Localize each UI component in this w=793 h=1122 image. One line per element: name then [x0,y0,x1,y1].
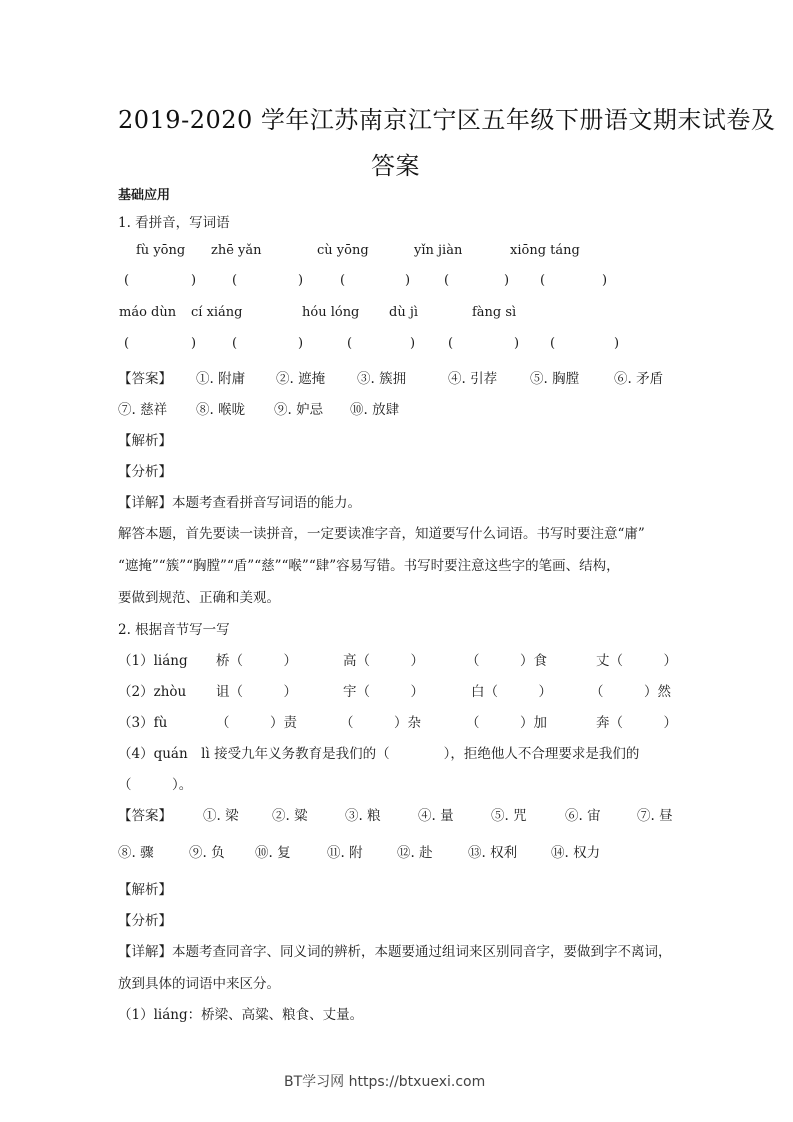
pinyin-item: zhē yǎn [211,243,262,258]
blank-open: ( [124,336,130,351]
blank-open: ( [550,336,556,351]
question-2-prompt: 2. 根据音节写一写 [118,622,230,638]
pinyin-item: xiōng táng [510,243,580,258]
pinyin-item: fàng sì [472,305,517,320]
blank-close: ) [504,273,510,288]
q2-row4-line2: （ ）。 [118,777,193,793]
blank-open: ( [340,273,346,288]
question-1-prompt: 1. 看拼音，写词语 [118,215,230,231]
answer-item: ⑭. 权力 [551,845,601,861]
q2-row4-line1: （4）quán lì 接受九年义务教育是我们的（ ），拒绝他人不合理要求是我们的 [118,746,640,762]
pinyin-item: cù yōng [317,243,369,258]
q2-item: 丈（ ） [596,653,677,669]
pinyin-item: máo dùn [119,305,177,320]
answer-label: 【答案】 [118,808,172,824]
q2-item: （ ）杂 [340,715,421,731]
answer-item: ⑨. 负 [189,845,225,861]
blank-close: ) [298,273,304,288]
fenxi-label: 【分析】 [118,913,172,929]
blank-open: ( [444,273,450,288]
document-title-line1: 2019-2020 学年江苏南京江宁区五年级下册语文期末试卷及 [118,106,776,134]
answer-item: ②. 遮掩 [276,371,326,387]
pinyin-item: fù yōng [136,243,186,258]
q2-item: 高（ ） [343,653,424,669]
q2-item: 桥（ ） [216,653,297,669]
q2-item: 白（ ） [471,684,552,700]
analysis-label: 【解析】 [118,882,172,898]
pinyin-item: cí xiáng [191,305,243,320]
answer-item: ⑩. 复 [255,845,291,861]
blank-close: ) [298,336,304,351]
blank-open: ( [124,273,130,288]
blank-close: ) [614,336,620,351]
blank-open: ( [448,336,454,351]
blank-close: ) [405,273,411,288]
q2-item: （ ）然 [590,684,671,700]
explain-line: 解答本题，首先要读一读拼音，一定要读准字音，知道要写什么词语。书写时要注意“庸” [118,526,645,542]
q2-item: 奔（ ） [596,715,677,731]
q2-item: （ ）食 [466,653,547,669]
footer-watermark: BT学习网 https://btxuexi.com [284,1074,486,1090]
answer-item: ①. 梁 [203,808,239,824]
q2-item: （ ）加 [466,715,547,731]
pinyin-item: hóu lóng [302,305,360,320]
q2-item: 诅（ ） [216,684,297,700]
answer-item: ⑤. 咒 [491,808,527,824]
fenxi-label: 【分析】 [118,464,172,480]
explain-line: “遮掩”“簇”“胸膛”“盾”“慈”“喉”“肆”容易写错。书写时要注意这些字的笔画、结构， [118,558,620,574]
q2-row-label: （1）liáng [118,653,188,669]
answer-item: ⑦. 昼 [637,808,673,824]
blank-close: ) [191,336,197,351]
answer-item: ⑩. 放肆 [350,402,400,418]
blank-open: ( [232,336,238,351]
answer-item: ⑪. 附 [327,845,363,861]
blank-close: ) [514,336,520,351]
blank-open: ( [540,273,546,288]
blank-close: ) [410,336,416,351]
pinyin-item: dù jì [389,305,419,320]
answer-item: ③. 簇拥 [357,371,407,387]
explain-line: 要做到规范、正确和美观。 [118,590,280,606]
pinyin-item: yǐn jiàn [414,243,463,258]
answer-item: ⑧. 骤 [118,845,154,861]
answer-item: ⑦. 慈祥 [118,402,168,418]
answer-item: ④. 引荐 [448,371,498,387]
answer-item: ⑥. 矛盾 [614,371,664,387]
analysis-label: 【解析】 [118,433,172,449]
answer-item: ⑤. 胸膛 [530,371,580,387]
blank-open: ( [347,336,353,351]
blank-close: ) [191,273,197,288]
blank-close: ) [602,273,608,288]
q2-item: 宇（ ） [343,684,424,700]
answer-item: ②. 粱 [272,808,308,824]
q2-sub1-text: （1）liáng：桥梁、高粱、粮食、丈量。 [118,1007,364,1023]
answer-item: ⑫. 赴 [397,845,433,861]
answer-item: ⑧. 喉咙 [196,402,246,418]
answer-item: ⑨. 妒忌 [274,402,324,418]
section-heading: 基础应用 [118,188,171,203]
detail-text: 放到具体的词语中来区分。 [118,976,280,992]
answer-label: 【答案】 [118,371,172,387]
answer-item: ③. 粮 [345,808,381,824]
answer-item: ⑥. 宙 [565,808,601,824]
answer-item: ⑬. 权利 [468,845,518,861]
blank-open: ( [232,273,238,288]
q2-row-label: （2）zhòu [118,684,187,700]
document-title-line2: 答案 [371,152,420,180]
answer-item: ④. 量 [418,808,454,824]
answer-item: ①. 附庸 [196,371,246,387]
q2-item: （ ）责 [216,715,297,731]
detail-text: 【详解】本题考查同音字、同义词的辨析，本题要通过组词来区别同音字，要做到字不离词， [118,944,672,960]
detail-text: 【详解】本题考查看拼音写词语的能力。 [118,495,361,511]
q2-row-label: （3）fù [118,715,168,731]
